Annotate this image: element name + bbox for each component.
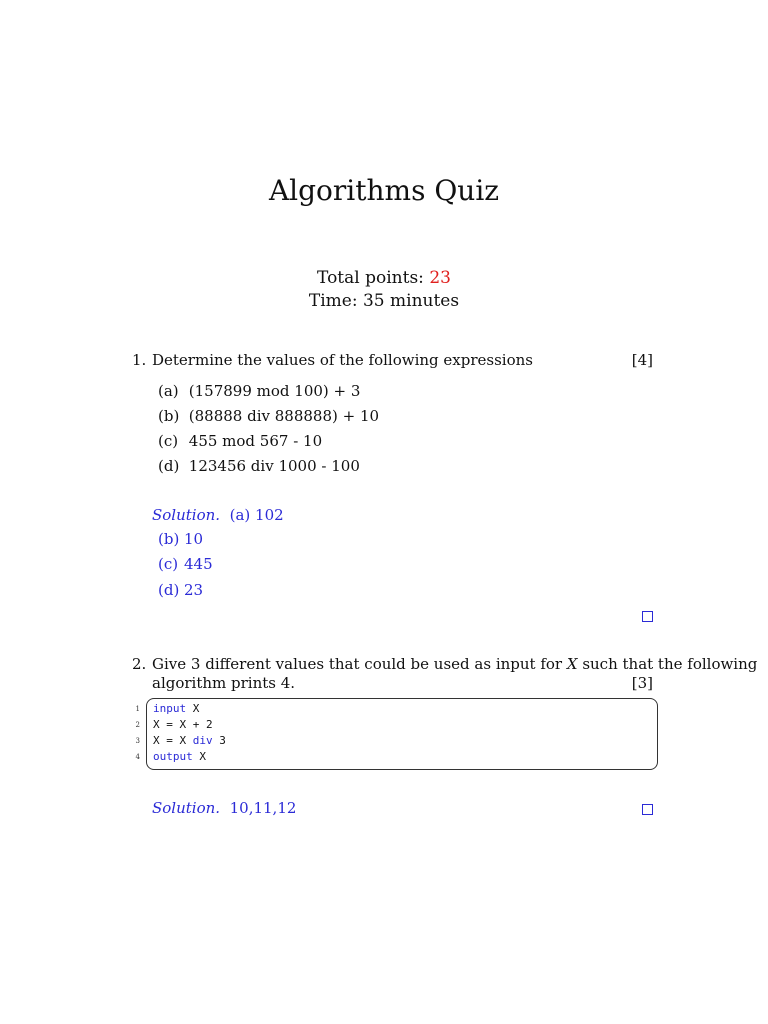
code-text: X: [186, 702, 200, 715]
qed-square-icon: [642, 804, 653, 815]
question-1-solution: [152, 506, 284, 524]
question-text-part: such that the following: [577, 655, 758, 673]
code-line-number: 1: [135, 705, 140, 713]
code-line-2: [153, 717, 213, 733]
code-line-number: 4: [135, 753, 140, 761]
question-text-part: Give 3 different values that could be used as input for: [152, 655, 567, 673]
question-1-answer-b: [158, 530, 203, 548]
item-expression: 455 mod 567 - 10: [188, 432, 323, 450]
code-text: X = X: [153, 734, 193, 747]
question-2-solution: [152, 799, 296, 817]
quiz-title: Algorithms Quiz: [268, 174, 500, 207]
answer-value: 23: [184, 581, 204, 599]
variable-x: X: [566, 655, 578, 673]
answer-value: 102: [255, 506, 284, 524]
question-1-answer-d: [158, 581, 203, 599]
item-expression: (157899 mod 100) + 3: [188, 382, 361, 400]
answer-value: 10: [184, 530, 204, 548]
code-keyword: input: [153, 702, 187, 715]
item-label: (b): [158, 407, 180, 425]
answer-label: (b): [158, 530, 180, 548]
code-line-number: 2: [135, 721, 140, 729]
question-2-text-line-1: [152, 655, 757, 673]
question-2-number: 2.: [132, 655, 147, 673]
answer-label: (c): [158, 555, 179, 573]
answer-label: (a): [229, 506, 251, 524]
item-expression: (88888 div 888888) + 10: [188, 407, 380, 425]
time-limit: Time: 35 minutes: [308, 291, 460, 311]
question-2-marks: [3]: [631, 674, 653, 692]
question-1-marks: [4]: [631, 351, 653, 369]
answer-value: 10,11,12: [229, 799, 297, 817]
question-1-item-c: [158, 432, 322, 450]
code-line-number: 3: [135, 737, 140, 745]
question-1-number: 1.: [132, 351, 147, 369]
code-line-3: [153, 733, 226, 749]
item-label: (d): [158, 457, 180, 475]
question-1-item-b: [158, 407, 379, 425]
code-keyword: div: [192, 734, 213, 747]
question-1-answer-c: [158, 555, 213, 573]
code-text: X: [192, 750, 206, 763]
item-label: (c): [158, 432, 179, 450]
qed-square-icon: [642, 611, 653, 622]
quiz-meta: [0, 267, 768, 313]
code-keyword: output: [153, 750, 193, 763]
question-1-text: Determine the values of the following expressions: [152, 351, 533, 369]
solution-label: Solution.: [152, 799, 221, 817]
answer-value: 445: [184, 555, 213, 573]
solution-label: Solution.: [152, 506, 221, 524]
item-label: (a): [158, 382, 179, 400]
total-points-label: Total points:: [317, 268, 424, 288]
total-points: [0, 267, 768, 290]
code-listing: [146, 698, 658, 770]
total-points-value: 23: [429, 268, 451, 288]
question-1-item-a: [158, 382, 360, 400]
answer-label: (d): [158, 581, 180, 599]
code-text: 3: [212, 734, 226, 747]
code-line-4: [153, 749, 206, 765]
question-1-item-d: [158, 457, 360, 475]
item-expression: 123456 div 1000 - 100: [188, 457, 360, 475]
code-line-1: [153, 701, 199, 717]
code-text: X = X + 2: [153, 718, 213, 731]
question-2-text-line-2: algorithm prints 4.: [152, 674, 296, 692]
